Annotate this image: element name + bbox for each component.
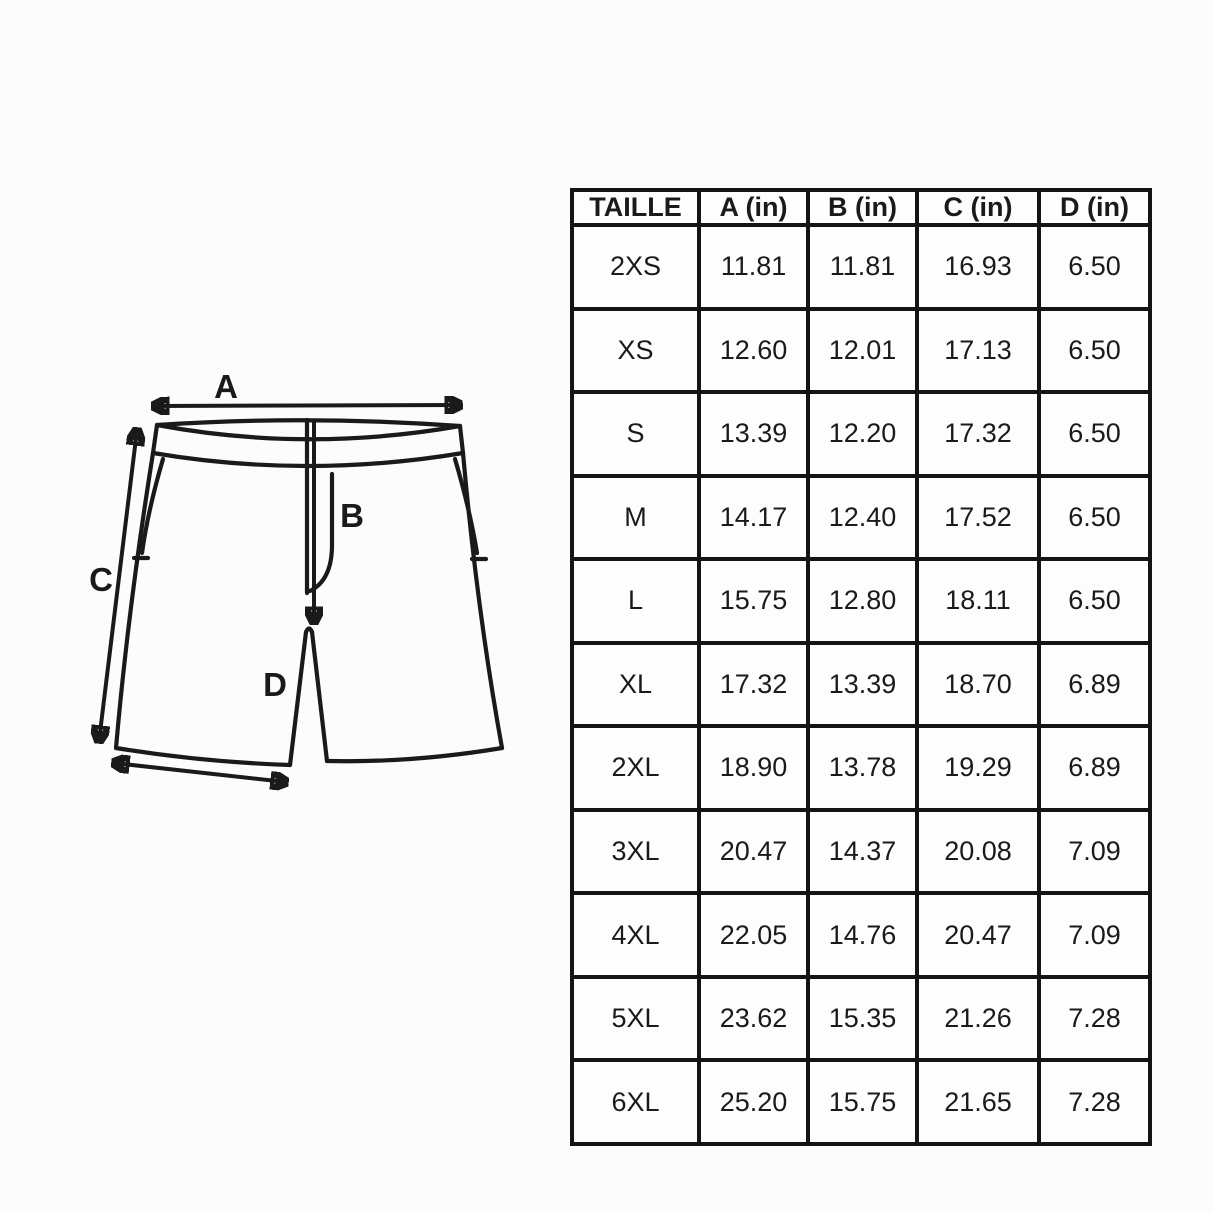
measurement-cell: 12.20 [808, 392, 917, 476]
table-row [572, 810, 1150, 894]
column-header-c: C (in) [917, 190, 1039, 225]
table-row [572, 893, 1150, 977]
shorts-diagram [60, 360, 540, 810]
table-row [572, 977, 1150, 1061]
column-header-b: B (in) [808, 190, 917, 225]
measurement-cell: 15.75 [808, 1060, 917, 1144]
measurement-cell: 7.09 [1039, 893, 1150, 977]
table-row [572, 643, 1150, 727]
measurement-cell: 20.08 [917, 810, 1039, 894]
measurement-cell: 14.37 [808, 810, 917, 894]
measurement-cell: 17.32 [917, 392, 1039, 476]
measurement-cell: 17.52 [917, 476, 1039, 560]
fly-detail [307, 420, 332, 593]
measurement-cell: 7.28 [1039, 977, 1150, 1061]
column-header-d: D (in) [1039, 190, 1150, 225]
size-label-cell: 6XL [572, 1060, 699, 1144]
size-label-cell: 2XL [572, 726, 699, 810]
size-label-cell: 3XL [572, 810, 699, 894]
table-row [572, 225, 1150, 309]
measurement-cell: 17.32 [699, 643, 808, 727]
measure-arrow-d [114, 763, 286, 782]
measurement-cell: 12.60 [699, 309, 808, 393]
measurement-cell: 20.47 [917, 893, 1039, 977]
size-label-cell: 4XL [572, 893, 699, 977]
measurement-cell: 12.01 [808, 309, 917, 393]
measure-arrow-a [154, 405, 460, 406]
table-row [572, 392, 1150, 476]
measurement-cell: 15.75 [699, 559, 808, 643]
measurement-cell: 12.40 [808, 476, 917, 560]
measurement-cell: 7.28 [1039, 1060, 1150, 1144]
measurement-cell: 16.93 [917, 225, 1039, 309]
measurement-cell: 6.50 [1039, 225, 1150, 309]
table-row [572, 309, 1150, 393]
measurement-cell: 17.13 [917, 309, 1039, 393]
column-header-taille: TAILLE [572, 190, 699, 225]
measurement-cell: 14.17 [699, 476, 808, 560]
measurement-cell: 12.80 [808, 559, 917, 643]
measurement-cell: 6.89 [1039, 643, 1150, 727]
measurement-cell: 11.81 [699, 225, 808, 309]
measurement-cell: 14.76 [808, 893, 917, 977]
measurement-cell: 6.89 [1039, 726, 1150, 810]
measurement-cell: 13.78 [808, 726, 917, 810]
measurement-cell: 18.70 [917, 643, 1039, 727]
measurement-cell: 19.29 [917, 726, 1039, 810]
size-label-cell: XS [572, 309, 699, 393]
measurement-cell: 7.09 [1039, 810, 1150, 894]
size-label-cell: 5XL [572, 977, 699, 1061]
measure-label-b: B [340, 497, 364, 534]
measurement-cell: 6.50 [1039, 309, 1150, 393]
size-label-cell: L [572, 559, 699, 643]
measurement-cell: 13.39 [808, 643, 917, 727]
measurement-cell: 21.65 [917, 1060, 1039, 1144]
size-label-cell: 2XS [572, 225, 699, 309]
measure-label-c: C [89, 561, 113, 598]
size-chart-table [570, 188, 1152, 1146]
measurement-cell: 6.50 [1039, 392, 1150, 476]
measurement-cell: 18.11 [917, 559, 1039, 643]
measurement-cell: 23.62 [699, 977, 808, 1061]
measurement-cell: 11.81 [808, 225, 917, 309]
size-label-cell: M [572, 476, 699, 560]
measurement-cell: 15.35 [808, 977, 917, 1061]
table-row [572, 476, 1150, 560]
measurement-cell: 21.26 [917, 977, 1039, 1061]
measurement-cell: 25.20 [699, 1060, 808, 1144]
measure-label-d: D [263, 666, 287, 703]
measurement-cell: 6.50 [1039, 559, 1150, 643]
table-row [572, 1060, 1150, 1144]
column-header-a: A (in) [699, 190, 808, 225]
size-label-cell: S [572, 392, 699, 476]
header-row [572, 190, 1150, 225]
table-row [572, 726, 1150, 810]
size-label-cell: XL [572, 643, 699, 727]
measurement-cell: 13.39 [699, 392, 808, 476]
measurement-cell: 6.50 [1039, 476, 1150, 560]
measurement-cell: 20.47 [699, 810, 808, 894]
measurement-cell: 18.90 [699, 726, 808, 810]
measure-label-a: A [214, 368, 238, 405]
table-row [572, 559, 1150, 643]
measurement-cell: 22.05 [699, 893, 808, 977]
